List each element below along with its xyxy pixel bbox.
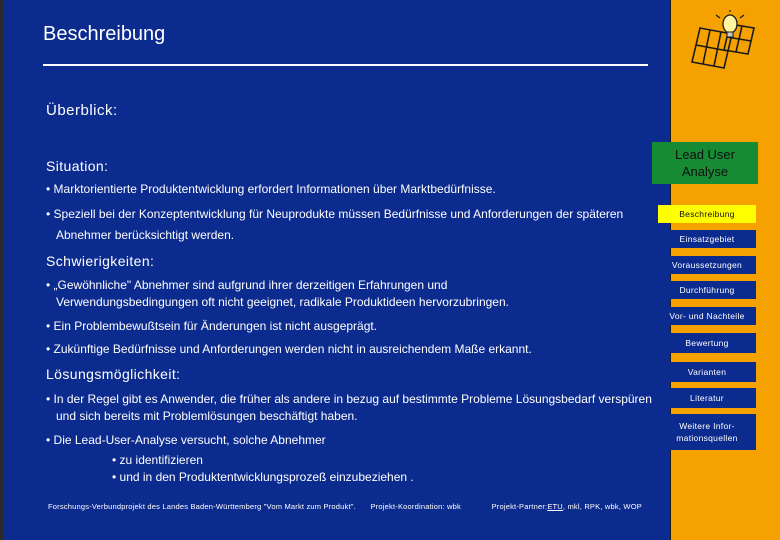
title-underline <box>43 64 648 66</box>
nav-label-line-1: Weitere Infor- <box>679 421 735 431</box>
footer-partners-suffix: , mkl, RPK, wbk, WOP <box>562 502 642 511</box>
nav-label: Vor- und Nachteile <box>669 311 745 321</box>
difficulties-bullet-3: • Zukünftige Bedürfnisse und Anforderungen werden nicht in ausreichendem Maße erkannt. <box>46 342 532 356</box>
nav-label: Beschreibung <box>679 209 735 219</box>
difficulties-bullet-1-cont: Verwendungsbedingungen oft nicht geeignet, radikale Produktideen hervorzubringen. <box>56 295 509 309</box>
nav-beschreibung[interactable] <box>658 205 756 223</box>
nav-varianten[interactable] <box>658 362 756 382</box>
footer-project: Forschungs-Verbundprojekt des Landes Baden-Württemberg "Vom Markt zum Produkt". <box>48 502 356 511</box>
nav-label: Bewertung <box>685 338 729 348</box>
solution-bullet-2: • Die Lead-User-Analyse versucht, solche Abnehmer <box>46 433 326 447</box>
nav-vor-und-nachteile[interactable] <box>658 307 756 325</box>
footer <box>48 502 642 511</box>
method-title-line-1: Lead User <box>675 147 735 162</box>
nav-voraussetzungen[interactable] <box>658 256 756 274</box>
page-title: Beschreibung <box>43 23 166 45</box>
nav-label-line-2: mationsquellen <box>676 433 738 443</box>
footer-partners-prefix: Projekt-Partner: <box>491 502 548 511</box>
nav-label: Varianten <box>687 367 727 377</box>
method-title-line-2: Analyse <box>681 164 729 179</box>
solution-subbullet-2: • und in den Produktentwicklungsprozeß einzubeziehen . <box>112 470 414 484</box>
difficulties-bullet-2: • Ein Problembewußtsein für Änderungen ist nicht ausgeprägt. <box>46 319 378 333</box>
nav-einsatzgebiet[interactable] <box>658 230 756 248</box>
nav-durchfuehrung[interactable] <box>658 281 756 299</box>
footer-partner-link[interactable]: ETU <box>547 502 563 511</box>
difficulties-heading: Schwierigkeiten: <box>46 253 155 269</box>
solution-subbullet-1: • zu identifizieren <box>112 453 203 467</box>
solution-heading: Lösungsmöglichkeit: <box>46 366 181 382</box>
nav-weitere-informationsquellen[interactable] <box>658 414 756 450</box>
situation-heading: Situation: <box>46 158 109 174</box>
solution-bullet-1: • In der Regel gibt es Anwender, die früher als andere in bezug auf bestimmte Probleme Lösungsbedarf verspüren <box>46 392 652 406</box>
solution-bullet-1-cont: und sich bereits mit Problemlösungen beschäftigt haben. <box>56 409 358 423</box>
nav-label: Einsatzgebiet <box>679 234 735 244</box>
situation-bullet-1: • Marktorientierte Produktentwicklung erfordert Informationen über Marktbedürfnisse. <box>46 182 496 196</box>
grid-lightbulb-icon <box>688 10 766 70</box>
footer-coordination: Projekt-Koordination: wbk <box>370 502 461 511</box>
nav-literatur[interactable] <box>658 388 756 408</box>
situation-bullet-2: • Speziell bei der Konzeptentwicklung für Neuprodukte müssen Bedürfnisse und Anforderungen der späteren <box>46 207 624 221</box>
nav-label: Literatur <box>690 393 724 403</box>
situation-bullet-2-cont: Abnehmer berücksichtigt werden. <box>56 228 235 242</box>
nav-label: Durchführung <box>679 285 735 295</box>
left-edge-bar <box>0 0 3 540</box>
nav-bewertung[interactable] <box>658 333 756 353</box>
overview-heading: Überblick: <box>46 102 118 119</box>
nav-label: Voraussetzungen <box>671 260 743 270</box>
method-title-box <box>652 142 758 184</box>
difficulties-bullet-1: • „Gewöhnliche" Abnehmer sind aufgrund ihrer derzeitigen Erfahrungen und <box>46 278 448 292</box>
